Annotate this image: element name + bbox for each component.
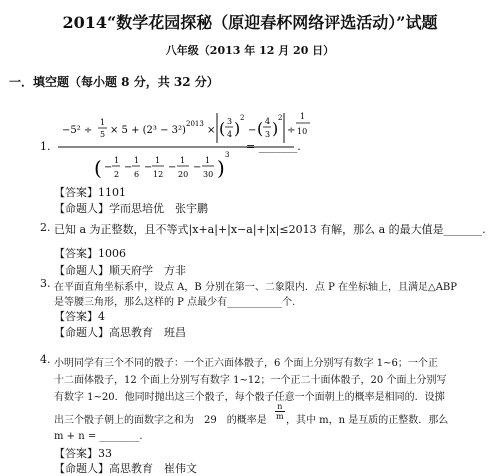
svg-text:): )	[272, 119, 279, 138]
q4-line-1: 小明同学有三个不同的骰子：一个正六面体骰子，6 个面上分别写有数字 1~6；一个正	[54, 358, 438, 369]
svg-text:2: 2	[278, 114, 283, 122]
q1-fraction-1-10	[294, 106, 312, 144]
q3-number: 3.	[40, 277, 51, 290]
q4-number: 4.	[40, 353, 51, 366]
document-subtitle: 八年级（2013 年 12 月 20 日）	[165, 44, 335, 57]
q4-answer: 【答案】33	[54, 447, 112, 460]
svg-text:3: 3	[225, 151, 230, 159]
svg-text:(: (	[257, 119, 264, 138]
q2-author: 【命题人】顺天府学 方非	[54, 264, 186, 277]
q4-fraction-numerator: n	[275, 402, 285, 412]
svg-text:−: −	[248, 125, 257, 136]
q4-fraction-denominator: m	[276, 412, 284, 421]
svg-text:30: 30	[203, 170, 214, 179]
svg-text:4: 4	[265, 117, 271, 126]
q4-line-2: 十二面体骰子，12 个面上分别写有数字 1~12；一个正二十面体骰子，20 个面上分别写	[54, 375, 447, 386]
svg-text:−: −	[193, 162, 202, 173]
q1-number: 1.	[40, 140, 51, 153]
svg-text:1: 1	[205, 156, 211, 165]
q4-line-3: 有数字 1~20．他同时抛出这三个骰子，每个骰子任意一个面朝上的概率是相同的．设掷	[54, 392, 445, 403]
q3-line-2: 是等腰三角形，那么这样的 P 点最少有___________个.	[54, 297, 296, 308]
q1-answer: 【答案】1101	[54, 186, 126, 199]
q4-line-4-end: ，其中 m，n 是互质的正整数．那么	[286, 415, 449, 426]
svg-text:−5² ÷: −5² ÷	[62, 125, 93, 136]
svg-text:×: ×	[207, 125, 216, 136]
svg-text:): )	[217, 156, 225, 180]
svg-text:−: −	[104, 162, 113, 173]
svg-text:1: 1	[180, 156, 186, 165]
q4-line-4-start: 出三个骰子朝上的面数字之和为 29 的概率是	[54, 415, 267, 426]
q2-answer: 【答案】1006	[54, 247, 126, 260]
svg-text:20: 20	[178, 170, 189, 179]
svg-text:4: 4	[227, 130, 233, 139]
svg-text:): )	[234, 119, 241, 138]
q3-answer: 【答案】4	[54, 310, 105, 323]
svg-text:6: 6	[134, 170, 140, 179]
svg-text:5: 5	[100, 130, 106, 139]
svg-text:÷: ÷	[287, 125, 296, 136]
svg-text:−: −	[168, 162, 177, 173]
q2-text: 已知 a 为正整数，且不等式|x+a|+|x−a|+|x|≤2013 有解，那么 a 的最大值是_______.	[54, 223, 486, 236]
svg-text:1: 1	[100, 118, 106, 127]
svg-text:10: 10	[297, 127, 308, 136]
svg-text:1: 1	[114, 156, 120, 165]
svg-text:1: 1	[155, 156, 161, 165]
q3-line-1: 在平面直角坐标系中，设点 A，B 分别在第一、二象限内．点 P 在坐标轴上，且满足△ABP	[54, 282, 458, 293]
svg-text:3: 3	[265, 130, 271, 139]
svg-text:2: 2	[240, 114, 245, 122]
q4-author: 【命题人】高思教育 崔伟文	[54, 462, 197, 475]
svg-text:(: (	[219, 119, 226, 138]
svg-text:1: 1	[134, 156, 140, 165]
document-title: 2014“数学花园探秘（原迎春杯网络评选活动）”试题	[62, 13, 438, 32]
svg-text:12: 12	[153, 170, 164, 179]
svg-text:3: 3	[227, 117, 233, 126]
svg-text:(: (	[94, 156, 102, 180]
svg-text:−: −	[144, 162, 153, 173]
q1-author: 【命题人】学而思培优 张宇鹏	[54, 202, 208, 215]
q4-fraction-n-over-m	[275, 402, 285, 421]
svg-text:× 5 + (2³ − 3²): × 5 + (2³ − 3²)	[110, 125, 186, 136]
svg-text:−: −	[124, 162, 133, 173]
q2-number: 2.	[40, 221, 51, 234]
svg-text:2: 2	[114, 170, 120, 179]
q4-line-5: m + n = ________.	[54, 431, 143, 442]
section-heading: 一．填空题（每小题 8 分，共 32 分）	[9, 75, 219, 89]
svg-text:2013: 2013	[186, 120, 204, 128]
q3-author: 【命题人】高思教育 班昌	[54, 326, 186, 339]
svg-text:1: 1	[300, 112, 306, 121]
q1-answer-blank: = _______.	[246, 140, 301, 153]
